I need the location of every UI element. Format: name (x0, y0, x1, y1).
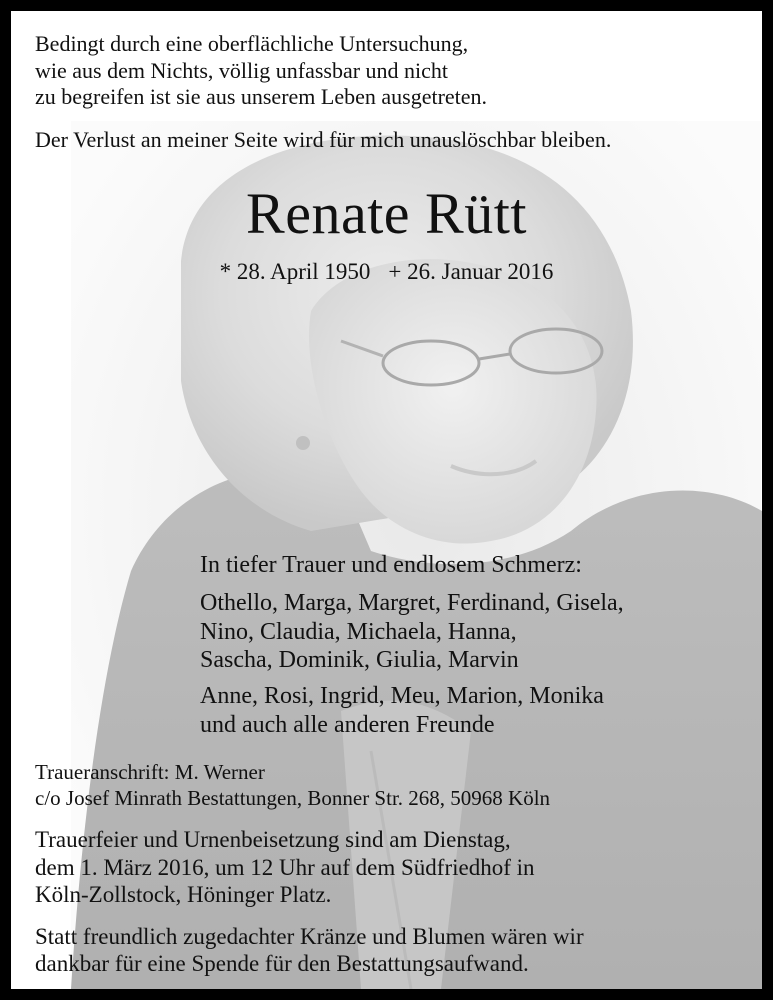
birth-date: * 28. April 1950 (219, 259, 371, 284)
deceased-name: Renate Rütt (246, 181, 527, 246)
mourning-heading (200, 551, 760, 580)
mourner-line: Sascha, Dominik, Giulia, Marvin (200, 647, 519, 673)
donation-line: dankbar für eine Spende für den Bestattungsaufwand. (35, 951, 529, 976)
service-line: dem 1. März 2016, um 12 Uhr auf dem Südfriedhof in (35, 854, 535, 880)
mourner-line: Nino, Claudia, Michaela, Hanna, (200, 618, 517, 645)
mourner-line: und auch alle anderen Freunde (200, 711, 495, 738)
loss-statement: Der Verlust an meiner Seite wird für mich unauslöschbar bleiben. (35, 127, 612, 152)
life-dates (11, 258, 762, 286)
service-line: Trauerfeier und Urnenbeisetzung sind am Dienstag, (35, 827, 511, 852)
mourning-address (35, 759, 550, 811)
donation-line: Statt freundlich zugedachter Kränze und Blumen wären wir (35, 924, 584, 949)
address-line: c/o Josef Minrath Bestattungen, Bonner Str. 268, 50968 Köln (35, 786, 551, 810)
intro-line: zu begreifen ist sie aus unserem Leben ausgetreten. (35, 84, 488, 109)
mourner-line: Othello, Marga, Margret, Ferdinand, Gisela, (200, 590, 624, 616)
intro-text (35, 31, 735, 111)
death-date: + 26. Januar 2016 (388, 259, 554, 284)
family-mourners (200, 589, 624, 675)
intro-line: wie aus dem Nichts, völlig unfassbar und nicht (35, 57, 449, 83)
intro-line: Bedingt durch eine oberflächliche Untersuchung, (35, 31, 469, 56)
service-line: Köln-Zollstock, Höninger Platz. (35, 882, 332, 907)
donation-request (35, 923, 584, 977)
mourning-heading-text: In tiefer Trauer und endlosem Schmerz: (200, 552, 582, 578)
mourner-line: Anne, Rosi, Ingrid, Meu, Marion, Monika (200, 683, 604, 709)
friend-mourners (200, 682, 604, 739)
address-line: Traueranschrift: M. Werner (35, 760, 265, 784)
funeral-service-info (35, 826, 535, 909)
